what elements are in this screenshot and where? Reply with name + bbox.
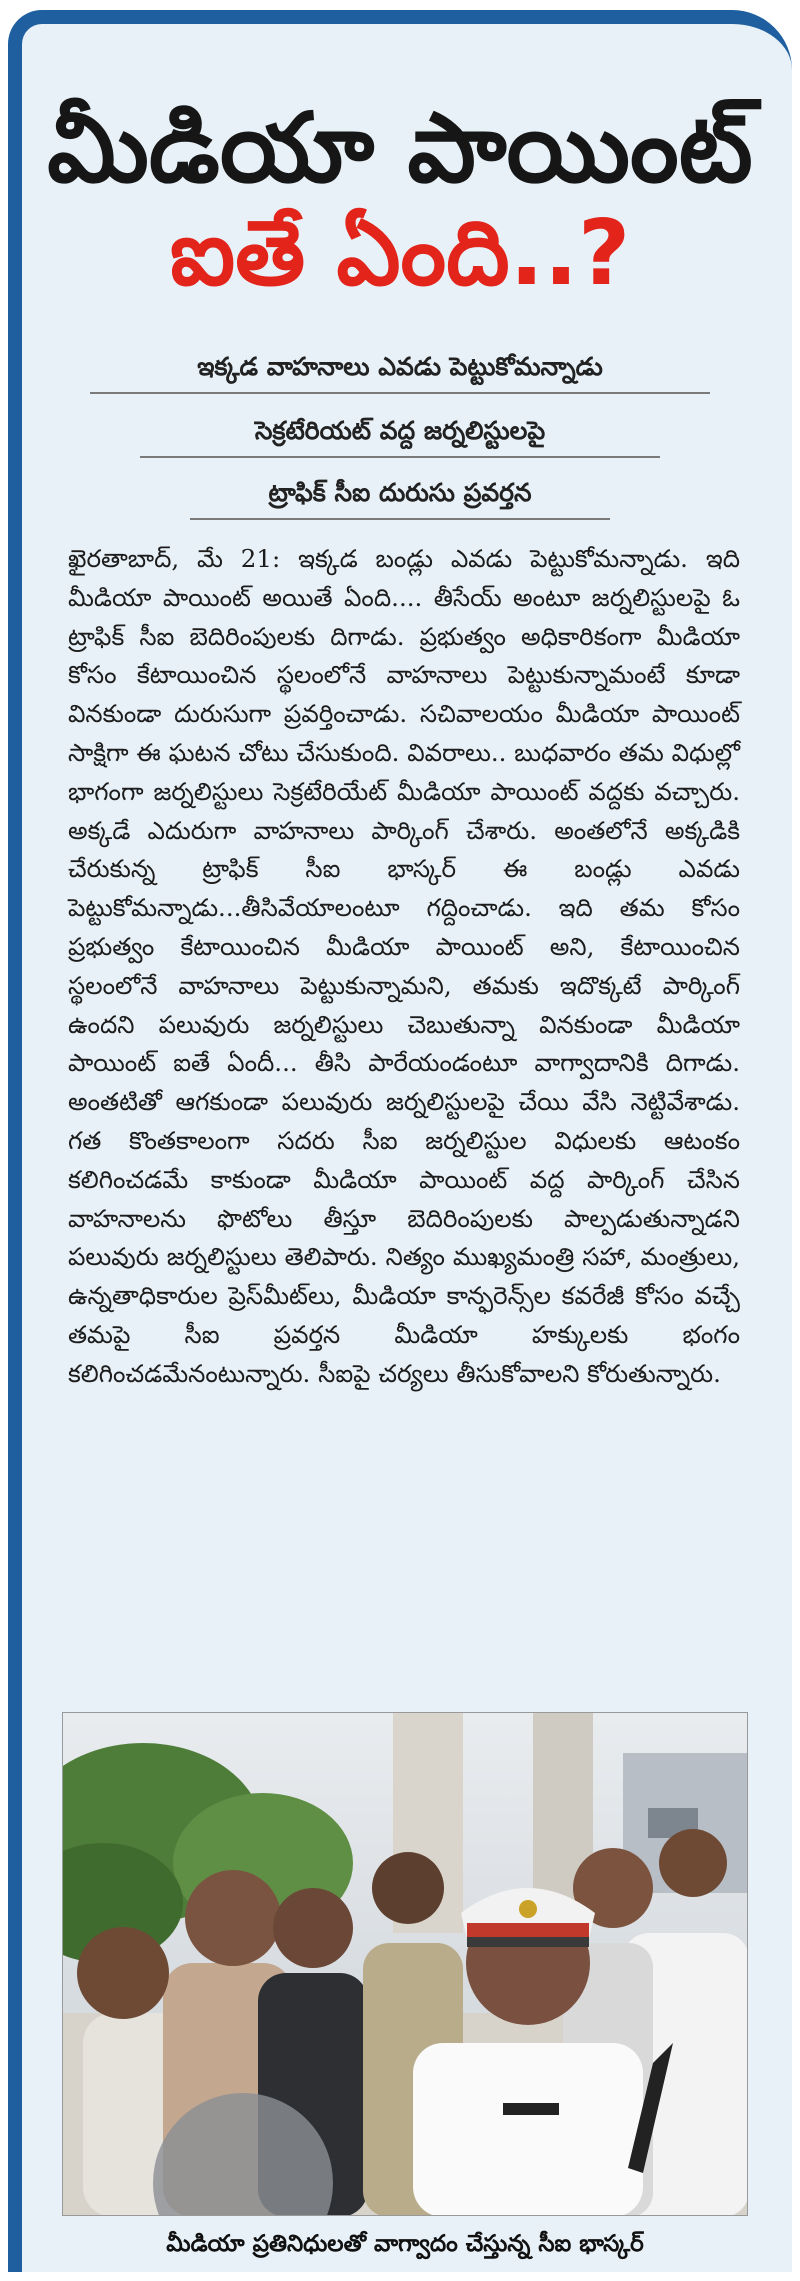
deck-line-1: ఇక్కడ వాహనాలు ఎవడు పెట్టుకోమన్నాడు	[197, 352, 603, 381]
deck-divider-3	[190, 518, 610, 520]
deck-line-3: ట్రాఫిక్ సీఐ దురుసు ప్రవర్తన	[268, 478, 532, 507]
deck-divider-1	[90, 392, 710, 394]
photo-illustration	[63, 1713, 748, 2216]
photo-caption: మీడియా ప్రతినిధులతో వాగ్వాదం చేస్తున్న సీఐ భాస్కర్	[166, 2231, 644, 2257]
deck-divider-2	[140, 456, 660, 458]
deck-line-2: సెక్రటేరియట్ వద్ద జర్నలిస్టులపై	[254, 416, 546, 445]
headline-line-2: ఐతే ఏంది..?	[169, 201, 631, 306]
headline-line-1: మీడియా పాయింట్	[47, 92, 753, 204]
news-photo	[62, 1712, 748, 2216]
article-body: ఖైరతాబాద్, మే 21: ఇక్కడ బండ్లు ఎవడు పెట్టుకోమన్నాడు. ఇది మీడియా పాయింట్ అయితే ఏంది.... తీసేయ్ అంటూ జర్నలిస్టులపై ఓ ట్రాఫిక్ సీఐ బెదిరింపులకు దిగాడు. ప్రభుత్వం అధికారికంగా మీడియా కోసం కేటాయించిన స్థలంలోనే వాహనాలు పెట్టుకున్నామంటే కూడా వినకుండా దురుసుగా ప్రవర్తించాడు. సచివాలయం మీడియా పాయింట్ సాక్షిగా ఈ ఘటన చోటు చేసుకుంది. వివరాలు.. బుధవారం తమ విధుల్లో భాగంగా జర్నలిస్టులు సెక్రటేరియేట్ మీడియా పాయింట్ వద్దకు వచ్చారు. అక్కడే ఎదురుగా వాహనాలు పార్కింగ్ చేశారు. అంతలోనే అక్కడికి చేరుకున్న ట్రాఫిక్ సీఐ భాస్కర్ ఈ బండ్లు ఎవడు పెట్టుకోమన్నాడు...తీసివేయాలంటూ గద్దించాడు. ఇది తమ కోసం ప్రభుత్వం కేటాయించిన మీడియా పాయింట్ అని, కేటాయించిన స్థలంలోనే వాహనాలు పెట్టుకున్నామని, తమకు ఇదొక్కటే పార్కింగ్ ఉందని పలువురు జర్నలిస్టులు చెబుతున్నా వినకుండా మీడియా పాయింట్ ఐతే ఏందీ... తీసి పారేయండంటూ వాగ్వాదానికి దిగాడు. అంతటితో ఆగకుండా పలువురు జర్నలిస్టులపై చేయి వేసి నెట్టివేశాడు. గత కొంతకాలంగా సదరు సీఐ జర్నలిస్టుల విధులకు ఆటంకం కలిగించడమే కాకుండా మీడియా పాయింట్ వద్ద పార్కింగ్ చేసిన వాహనాలను ఫొటోలు తీస్తూ బెదిరింపులకు పాల్పడుతున్నాడని పలువురు జర్నలిస్టులు తెలిపారు. నిత్యం ముఖ్యమంత్రి సహా, మంత్రులు, ఉన్నతాధికారుల ప్రెస్‌మీట్‌లు, మీడియా కాన్ఫరెన్స్‌ల కవరేజీ కోసం వచ్చే తమపై సీఐ ప్రవర్తన మీడియా హక్కులకు భంగం కలిగించడమేనంటున్నారు. సీఐపై చర్యలు తీసుకోవాలని కోరుతున్నారు.	[68, 544, 740, 1388]
